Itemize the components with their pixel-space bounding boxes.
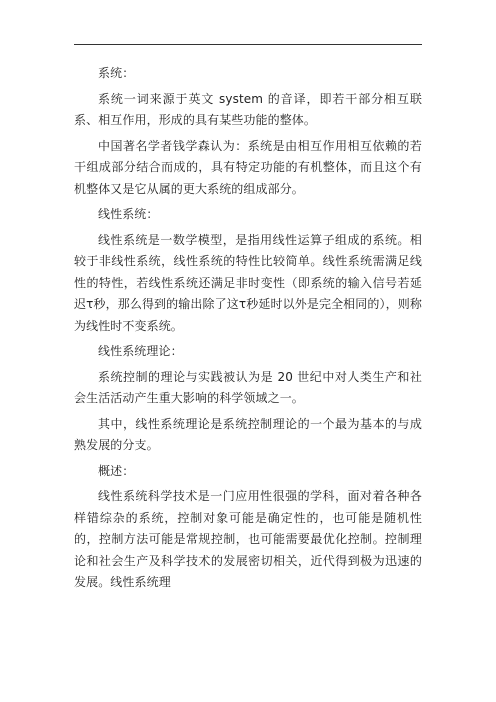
header-rule (74, 44, 422, 45)
section-heading-system: 系统： (98, 66, 135, 80)
paragraph-qian-xuesen: 中国著名学者钱学森认为：系统是由相互作用相互依赖的若干组成部分结合而成的，具有特定功能的有机整体，而且这个有机整体又是它从属的更大系统的组成部分。 (74, 138, 422, 196)
section-heading-linear-system: 线性系统： (98, 207, 159, 221)
paragraph-overview: 线性系统科学技术是一门应用性很强的学科，面对着各种各样错综杂的系统，控制对象可能是确定性的，也可能是随机性的，控制方法可能是常规控制，也可能需要最优化控制。控制理论和社会生产及科学技术的发展密切相关，近代得到极为迅速的发展。线性系统理 (74, 489, 422, 589)
paragraph-control-theory: 系统控制的理论与实践被认为是 20 世纪中对人类生产和社会生活活动产生重大影响的科学领域之一。 (74, 369, 422, 405)
document-body (74, 63, 422, 598)
section-heading-linear-system-theory: 线性系统理论： (98, 344, 183, 358)
paragraph-linear-system: 线性系统是一数学模型，是指用线性运算子组成的系统。相较于非线性系统，线性系统的特性比较简单。线性系统需满足线性的特性，若线性系统还满足非时变性（即系统的输入信号若延迟τ秒，那么得到的输出除了这τ秒延时以外是完全相同的），则称为线性时不变系统。 (74, 232, 422, 333)
paragraph-linear-theory-branch: 其中，线性系统理论是系统控制理论的一个最为基本的与成熟发展的分支。 (74, 416, 422, 452)
paragraph-system-definition: 系统一词来源于英文 system 的音译，即若干部分相互联系、相互作用，形成的具有某些功能的整体。 (74, 91, 422, 127)
section-heading-overview: 概述： (98, 463, 135, 478)
